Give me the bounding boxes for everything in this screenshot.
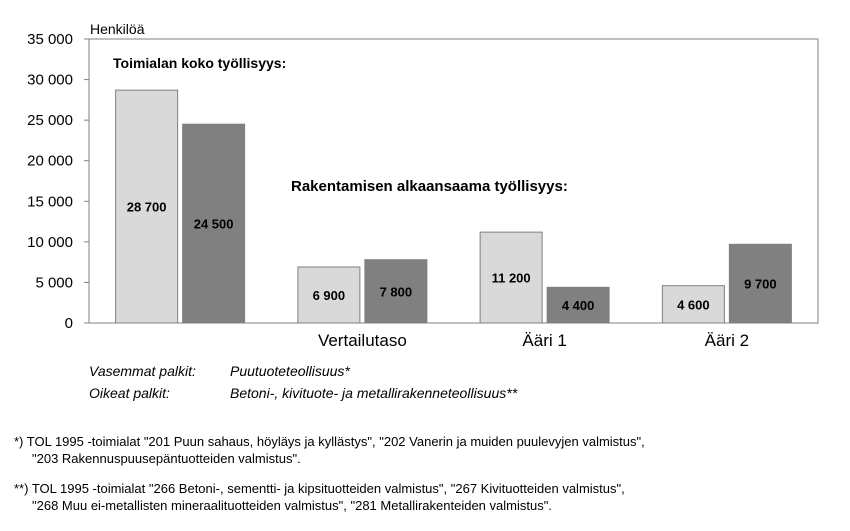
y-tick-label: 35 000 bbox=[27, 31, 73, 48]
bar-value-label: 6 900 bbox=[312, 288, 346, 304]
y-unit-label: Henkilöä bbox=[90, 21, 145, 37]
bar-value-label: 7 800 bbox=[379, 284, 413, 300]
y-tick-label: 15 000 bbox=[27, 193, 73, 211]
footnote-2-line-2: "268 Muu ei-metallisten mineraalituotteiden valmistus", "281 Metallirakenteiden valmistus". bbox=[32, 498, 552, 513]
x-tick-label: Vertailutaso bbox=[317, 331, 407, 350]
y-tick-label: 0 bbox=[64, 315, 73, 332]
x-tick-label: Ääri 1 bbox=[522, 331, 567, 350]
y-tick-label: 25 000 bbox=[27, 112, 73, 130]
footnote-1-line-1: *) TOL 1995 -toimialat "201 Puun sahaus, höyläys ja kyllästys", "202 Vanerin ja muiden puulevyjen valmistus", bbox=[14, 434, 645, 449]
bars-group bbox=[116, 90, 792, 323]
legend-right-label: Oikeat palkit: bbox=[89, 385, 170, 401]
bar-value-label: 24 500 bbox=[193, 216, 234, 232]
legend-right-value: Betoni-, kivituote- ja metallirakenneteollisuus** bbox=[230, 385, 518, 401]
y-tick-label: 20 000 bbox=[27, 152, 73, 170]
bar-value-label: 28 700 bbox=[126, 199, 167, 215]
y-tick-label: 10 000 bbox=[27, 233, 73, 251]
footnote-2 bbox=[14, 480, 625, 514]
footnote-1-line-2: "203 Rakennuspuusepäntuotteiden valmistus". bbox=[32, 451, 301, 466]
legend-left-label: Vasemmat palkit: bbox=[89, 363, 196, 379]
bar-value-label: 4 400 bbox=[561, 298, 595, 314]
y-tick-label: 30 000 bbox=[27, 71, 73, 89]
footnote-1 bbox=[14, 433, 645, 467]
y-tick-label: 5 000 bbox=[35, 274, 73, 292]
annotation-construction-employment: Rakentamisen alkaansaama työllisyys: bbox=[291, 178, 568, 195]
footnote-2-line-1: **) TOL 1995 -toimialat "266 Betoni-, sementti- ja kipsituotteiden valmistus", "267 Kivituotteiden valmistus", bbox=[14, 481, 625, 496]
bar-value-label: 11 200 bbox=[491, 270, 531, 286]
x-tick-label: Ääri 2 bbox=[704, 331, 750, 350]
y-axis bbox=[27, 31, 89, 332]
bar-value-label: 9 700 bbox=[744, 276, 777, 292]
annotation-total-employment: Toimialan koko työllisyys: bbox=[113, 55, 287, 71]
legend-left-value: Puutuoteteollisuus* bbox=[230, 363, 350, 379]
x-axis bbox=[318, 331, 749, 350]
bar-value-label: 4 600 bbox=[677, 297, 710, 313]
